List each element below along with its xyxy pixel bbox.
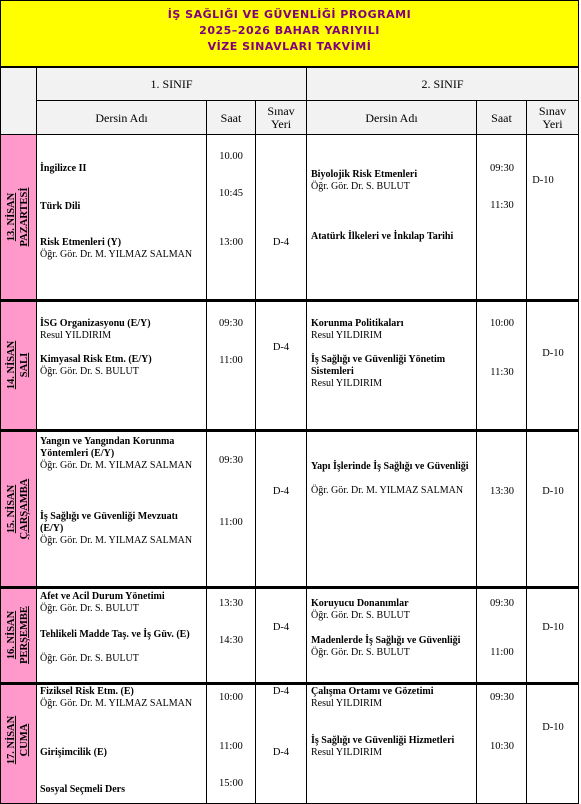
c1-room-cell (255, 430, 307, 587)
program-title (0, 0, 579, 67)
c1-course-header (36, 100, 207, 135)
teacher-name: Öğr. Gör. Dr. S. BULUT (311, 647, 410, 658)
exam-time: 13:00 (219, 237, 243, 248)
day-date: 15. NİSAN (6, 484, 17, 534)
exam-room: D-10 (542, 722, 564, 733)
exam-time: 11:00 (219, 355, 243, 366)
exam-room: D-10 (542, 486, 564, 497)
exam-time: 09:30 (490, 598, 514, 609)
teacher-name: Öğr. Gör. Dr. S. BULUT (40, 366, 139, 377)
teacher-name: Resul YILDIRIM (311, 330, 383, 341)
exam-time: 09:30 (219, 455, 243, 466)
exam-time: 10:00 (219, 692, 243, 703)
room-column-label-2: Yeri (270, 117, 292, 131)
day-label (5, 575, 31, 695)
exam-time: 09:30 (219, 318, 243, 329)
class1-label: 1. SINIF (150, 77, 193, 91)
title-line-3: VİZE SINAVLARI TAKVİMİ (207, 40, 372, 53)
exam-time: 09:30 (490, 692, 514, 703)
teacher-name: Öğr. Gör. Dr. S. BULUT (311, 181, 410, 192)
c1-room-cell (255, 300, 307, 430)
c2-course-cell (306, 430, 477, 587)
exam-room: D-4 (272, 237, 290, 248)
teacher-name: Resul YILDIRIM (311, 698, 383, 709)
c1-time-cell (206, 430, 256, 587)
teacher-name: Öğr. Gör. Dr. S. BULUT (40, 653, 139, 664)
c2-room-cell (526, 134, 579, 300)
time-column-label: Saat (220, 111, 242, 125)
exam-time: 14:30 (219, 635, 243, 646)
course-name: Girişimcilik (E) (40, 747, 107, 758)
c2-room-cell (526, 587, 579, 683)
exam-time: 11:00 (219, 741, 243, 752)
c2-time-cell (476, 134, 527, 300)
teacher-name: Öğr. Gör. Dr. S. BULUT (311, 610, 410, 621)
exam-time: 10:30 (490, 741, 514, 752)
day-weekday: ÇARŞAMBA (19, 478, 30, 540)
course-name: İş Sağlığı ve Güvenliği Yönetim Sistemleri (311, 354, 446, 377)
exam-time: 11:30 (490, 367, 514, 378)
course-column-label: Dersin Adı (365, 111, 418, 125)
teacher-name: Resul YILDIRIM (311, 747, 383, 758)
course-name: Tehlikeli Madde Taş. ve İş Güv. (E) (40, 629, 190, 640)
day-date: 14. NİSAN (6, 340, 17, 390)
exam-time: 15:00 (219, 778, 243, 789)
teacher-name: Resul YILDIRIM (40, 330, 112, 341)
day-weekday: SALI (19, 352, 30, 378)
day-weekday: PERŞEMBE (19, 606, 30, 664)
c2-course-cell (306, 134, 477, 300)
teacher-name: Öğr. Gör. Dr. M. YILMAZ SALMAN (311, 485, 464, 496)
corner-cell (0, 67, 37, 135)
teacher-name: Öğr. Gör. Dr. S. BULUT (40, 603, 139, 614)
course-name: Fiziksel Risk Etm. (E) (40, 686, 134, 697)
day-date: 16. NİSAN (6, 610, 17, 660)
exam-room: D-4 (272, 686, 290, 697)
course-name: Biyolojik Risk Etmenleri (311, 169, 418, 180)
title-line-2: 2025–2026 BAHAR YARIYILI (199, 24, 380, 37)
time-column-label: Saat (491, 111, 512, 125)
course-name: Çalışma Ortamı ve Gözetimi (311, 686, 434, 697)
class1-header (36, 67, 307, 101)
c2-room-header (526, 100, 579, 135)
exam-time: 10:00 (490, 318, 514, 329)
class2-label: 2. SINIF (421, 77, 464, 91)
c2-room-cell (526, 300, 579, 430)
day-label (5, 305, 31, 425)
c1-room-cell (255, 134, 307, 300)
c2-time-cell (476, 430, 527, 587)
c2-room-cell (526, 683, 579, 804)
exam-room: D-10 (542, 622, 564, 633)
teacher-name: Öğr. Gör. Dr. M. YILMAZ SALMAN (40, 249, 193, 260)
course-name: Koruyucu Donanımlar (311, 598, 409, 609)
exam-time: 10:45 (219, 188, 243, 199)
course-name: İş Sağlığı ve Güvenliği Hizmetleri (311, 735, 455, 746)
course-name: Madenlerde İş Sağlığı ve Güvenliği (311, 635, 461, 646)
exam-time: 10.00 (219, 151, 243, 162)
course-name: Korunma Politikaları (311, 318, 404, 329)
exam-time: 13:30 (219, 598, 243, 609)
c1-course-cell (36, 134, 207, 300)
exam-room: D-10 (542, 348, 564, 359)
day-label (5, 449, 31, 569)
c2-course-header (306, 100, 477, 135)
room-column-label-1: Sınav (267, 104, 295, 118)
course-name: Yangın ve Yangından Korunma Yöntemleri (E/Y) (40, 436, 175, 459)
exam-room: D-4 (272, 622, 290, 633)
exam-room: D-4 (272, 747, 290, 758)
exam-time: 11:30 (490, 200, 514, 211)
exam-time: 09:30 (490, 163, 514, 174)
course-name: Türk Dili (40, 201, 81, 212)
teacher-name: Öğr. Gör. Dr. M. YILMAZ SALMAN (40, 460, 193, 471)
c1-room-header (255, 100, 307, 135)
day-weekday: CUMA (19, 723, 30, 757)
c1-time-header (206, 100, 256, 135)
exam-time: 11:00 (490, 647, 514, 658)
course-column-label: Dersin Adı (95, 111, 148, 125)
day-weekday: PAZARTESİ (19, 187, 30, 247)
exam-room: D-4 (272, 486, 290, 497)
exam-time: 11:00 (219, 517, 243, 528)
c1-room-cell (255, 683, 307, 804)
class2-header (306, 67, 579, 101)
course-name: Kimyasal Risk Etm. (E/Y) (40, 354, 152, 365)
course-name: Afet ve Acil Durum Yönetimi (40, 591, 165, 602)
c1-room-cell (255, 587, 307, 683)
course-name: Risk Etmenleri (Y) (40, 237, 122, 248)
exam-room: D-4 (272, 342, 290, 353)
day-label (5, 680, 31, 800)
c2-room-cell (526, 430, 579, 587)
course-name: Atatürk İlkeleri ve İnkılap Tarihi (311, 231, 454, 242)
course-name: Sosyal Seçmeli Ders (40, 784, 125, 795)
day-date: 17. NİSAN (6, 715, 17, 765)
teacher-name: Öğr. Gör. Dr. M. YILMAZ SALMAN (40, 535, 193, 546)
day-date: 13. NİSAN (6, 192, 17, 242)
teacher-name: Öğr. Gör. Dr. M. YILMAZ SALMAN (40, 698, 193, 709)
course-name: İSG Organizasyonu (E/Y) (40, 318, 151, 329)
exam-time: 13:30 (490, 486, 514, 497)
teacher-name: Resul YILDIRIM (311, 378, 383, 389)
room-column-label-2: Yeri (542, 117, 563, 131)
c2-time-header (476, 100, 527, 135)
course-name: İş Sağlığı ve Güvenliği Mevzuatı (E/Y) (40, 511, 178, 534)
room-column-label-1: Sınav (538, 104, 567, 118)
course-name: Yapı İşlerinde İş Sağlığı ve Güvenliği (311, 461, 469, 472)
title-line-1: İŞ SAĞLIĞI VE GÜVENLİĞİ PROGRAMI (167, 8, 412, 21)
course-name: İngilizce II (40, 163, 87, 174)
exam-room: D-10 (532, 175, 554, 186)
day-label (5, 157, 31, 277)
